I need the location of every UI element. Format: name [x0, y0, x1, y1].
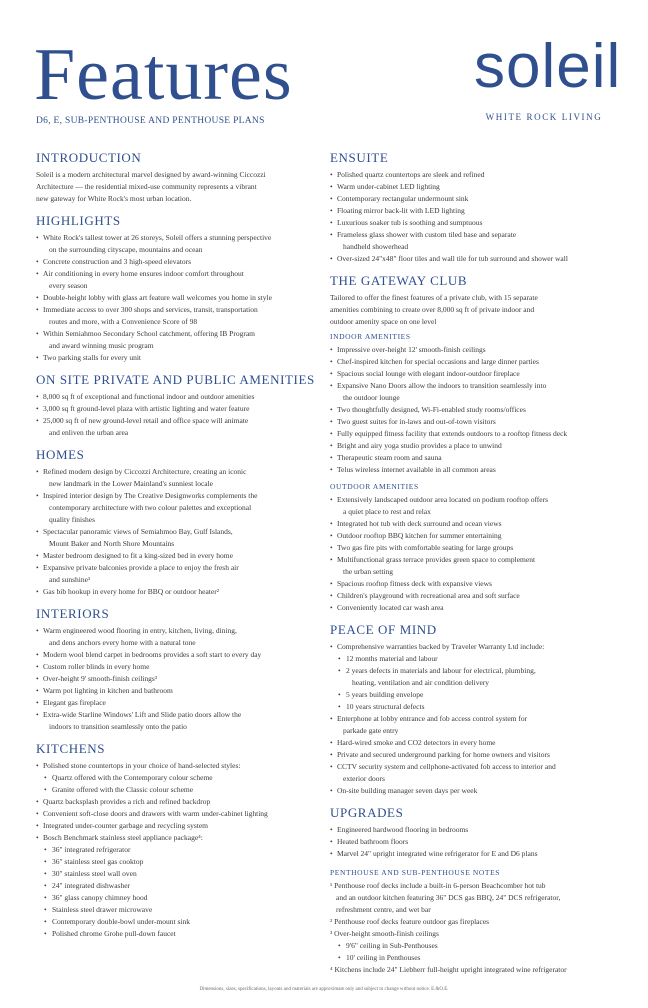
list-item-text: routes and more, with a Convenience Score of 98: [49, 317, 198, 326]
list-item-text: • Chef-inspired kitchen for special occasions and large dinner parties: [337, 357, 539, 366]
list-item-text: Mount Baker and North Shore Mountains: [49, 539, 175, 548]
list-item-text: • Inspired interior design by The Creative Designworks complements the: [43, 491, 258, 500]
list-item-text: • Floating mirror back-lit with LED lighting: [337, 206, 465, 215]
list-item: [330, 554, 612, 578]
paragraph-line: Soleil is a modern architectural marvel designed by award-winning Ciccozzi: [36, 170, 266, 179]
list-item: • Bosch Benchmark stainless steel appliance package⁴:: [36, 832, 318, 844]
list-item: [330, 368, 612, 380]
section-amenities: [36, 372, 318, 439]
list-item: [330, 205, 612, 217]
list-item-text: • Spectacular panoramic views of Semiahmoo Bay, Gulf Islands,: [43, 527, 233, 536]
list-item: [330, 380, 612, 404]
note-item: [330, 928, 612, 940]
list-item-text: a quiet place to rest and relax: [343, 507, 431, 516]
list-item-text: • 8,000 sq ft of exceptional and functional indoor and outdoor amenities: [43, 392, 255, 401]
list-item: [36, 292, 318, 304]
list-item-text: • Hard-wired smoke and CO2 detectors in every home: [337, 738, 496, 747]
list-item-text: • Integrated hot tub with deck surround and ocean views: [337, 519, 502, 528]
list-item: [330, 416, 612, 428]
list-item-text: • Over-sized 24"x48" floor tiles and wall tile for tub surround and shower wall: [337, 254, 568, 263]
list-item-text: and sunshine¹: [49, 575, 91, 584]
list-item-text: ² Penthouse roof decks feature outdoor gas fireplaces: [330, 917, 490, 926]
list-item-text: parkade gate entry: [343, 726, 399, 735]
list-item-text: • Spacious rooftop fitness deck with expansive views: [337, 579, 492, 588]
gateway-paragraph: [330, 292, 612, 328]
paragraph-line: amenities combining to create over 8,000 sq ft of private indoor and: [330, 305, 535, 314]
list-item: [330, 193, 612, 205]
section-peace-of-mind: [330, 622, 612, 797]
feature-list: [330, 344, 612, 476]
page-title: Features: [34, 34, 293, 116]
list-item-text: the urban setting: [343, 567, 393, 576]
section-heading: INTRODUCTION: [36, 150, 142, 165]
list-item: • Integrated under-counter garbage and recycling system: [36, 820, 318, 832]
list-item: • 36" integrated refrigerator: [36, 844, 318, 856]
list-item-text: and an outdoor kitchen featuring 36" DCS gas BBQ, 24" DCS refrigerator,: [336, 893, 561, 902]
list-item-text: • 5 years building envelope: [346, 690, 424, 699]
list-item-text: • Immediate access to over 300 shops and services, transit, transportation: [43, 305, 258, 314]
feature-list: [36, 232, 318, 364]
section-homes: [36, 447, 318, 598]
list-item-text: • 25,000 sq ft of new ground-level retail and office space will animate: [43, 416, 249, 425]
list-item: [330, 464, 612, 476]
list-item: • Quartz offered with the Contemporary colour scheme: [36, 772, 318, 784]
list-item: [36, 328, 318, 352]
section-heading: THE GATEWAY CLUB: [330, 273, 468, 288]
list-item: [36, 673, 318, 685]
list-item: [36, 232, 318, 256]
list-item-text: quality finishes: [49, 515, 96, 524]
list-item: [36, 403, 318, 415]
list-item: [36, 304, 318, 328]
section-ensuite: [330, 150, 612, 265]
list-item: [330, 785, 612, 797]
list-item-text: and dens anchors every home with a natural tone: [49, 638, 196, 647]
list-item-text: • Air conditioning in every home ensures indoor comfort throughout: [43, 269, 244, 278]
list-item: [330, 713, 612, 737]
list-item-text: • Spacious social lounge with elegant indoor-outdoor fireplace: [337, 369, 520, 378]
list-item: [330, 494, 612, 518]
section-heading: ENSUITE: [330, 150, 389, 165]
list-item: [330, 578, 612, 590]
list-item: • 36" stainless steel gas cooktop: [36, 856, 318, 868]
list-item-text: • On-site building manager seven days per week: [337, 786, 478, 795]
list-item-text: • Over-height 9' smooth-finish ceilings³: [43, 674, 158, 683]
list-item-text: indoors to transition seamlessly onto the patio: [49, 722, 187, 731]
list-item-text: • Extra-wide Starline Windows' Lift and Slide patio doors allow the: [43, 710, 242, 719]
section-interiors: [36, 606, 318, 733]
list-item-text: • Two guest suites for in-laws and out-of-town visitors: [337, 417, 496, 426]
list-item-text: new landmark in the Lower Mainland's sunniest locale: [49, 479, 214, 488]
list-item: [330, 181, 612, 193]
list-item: • 30" stainless steel wall oven: [36, 868, 318, 880]
list-item: [330, 518, 612, 530]
list-item: [36, 562, 318, 586]
section-heading: ON SITE PRIVATE AND PUBLIC AMENITIES: [36, 372, 315, 387]
list-item-text: • Two parking stalls for every unit: [43, 353, 141, 362]
list-item-text: the outdoor lounge: [343, 393, 400, 402]
list-item-text: • Within Semiahmoo Secondary School catchment, offering IB Program: [43, 329, 256, 338]
intro-paragraph: [36, 169, 318, 205]
feature-list: [36, 391, 318, 439]
list-item: [330, 217, 612, 229]
section-heading: UPGRADES: [330, 805, 404, 820]
list-item-text: • Therapeutic steam room and sauna: [337, 453, 442, 462]
list-item: [36, 709, 318, 733]
list-item-text: ⁴ Kitchens include 24" Liebherr full-height upright integrated wine refrigerator: [330, 965, 567, 974]
list-item-text: • Impressive over-height 12' smooth-finish ceilings: [337, 345, 486, 354]
list-item: • Stainless steel drawer microwave: [36, 904, 318, 916]
list-item-text: • 10 years structural defects: [346, 702, 425, 711]
list-item-text: ³ Over-height smooth-finish ceilings: [330, 929, 439, 938]
list-item: [330, 542, 612, 554]
list-item-text: heating, ventilation and air condition delivery: [352, 678, 490, 687]
list-item: [330, 404, 612, 416]
list-item: [330, 440, 612, 452]
feature-list: [36, 760, 318, 940]
list-item-text: • Fully equipped fitness facility that extends outdoors to a rooftop fitness deck: [337, 429, 568, 438]
list-item: [330, 737, 612, 749]
list-item: [330, 344, 612, 356]
list-item-text: • 3,000 sq ft ground-level plaza with artistic lighting and water feature: [43, 404, 250, 413]
list-item-text: • Two thoughtfully designed, Wi-Fi-enabled study rooms/offices: [337, 405, 526, 414]
list-item-text: • Marvel 24" upright integrated wine refrigerator for E and D6 plans: [337, 849, 538, 858]
list-item: [330, 428, 612, 440]
list-item-text: • Gas bib hookup in every home for BBQ or outdoor heater²: [43, 587, 219, 596]
list-item-text: • 10' ceiling in Penthouses: [346, 953, 421, 962]
section-kitchens: [36, 741, 318, 940]
list-item-text: • 9'6" ceiling in Sub-Penthouses: [346, 941, 438, 950]
list-item: [330, 253, 612, 265]
list-item-text: • CCTV security system and cellphone-activated fob access to interior and: [337, 762, 556, 771]
section-heading: HOMES: [36, 447, 85, 462]
paragraph-line: Architecture — the residential mixed-use community represents a vibrant: [36, 182, 257, 191]
list-item-text: • Elegant gas fireplace: [43, 698, 106, 707]
list-item: [330, 848, 612, 860]
list-item: [330, 356, 612, 368]
list-item: [330, 824, 612, 836]
paragraph-line: Tailored to offer the finest features of a private club, with 15 separate: [330, 293, 538, 302]
list-item-text: • Refined modern design by Ciccozzi Architecture, creating an iconic: [43, 467, 247, 476]
list-item: [330, 665, 612, 689]
feature-list: [330, 824, 612, 860]
paragraph-line: new gateway for White Rock's most urban location.: [36, 194, 192, 203]
paragraph-line: outdoor amenity space on one level: [330, 317, 437, 326]
subsection-heading: PENTHOUSE AND SUB-PENTHOUSE NOTES: [330, 868, 501, 877]
list-item: • Granite offered with the Classic colour scheme: [36, 784, 318, 796]
list-item-text: • Warm under-cabinet LED lighting: [337, 182, 440, 191]
list-item: [330, 590, 612, 602]
list-item: [330, 530, 612, 542]
feature-list: [330, 169, 612, 265]
note-item: [330, 940, 612, 952]
list-item-text: on the surrounding cityscape, mountains and ocean: [49, 245, 203, 254]
list-item: • Convenient soft-close doors and drawers with warm under-cabinet lighting: [36, 808, 318, 820]
list-item: [330, 749, 612, 761]
list-item: [330, 641, 612, 653]
list-item-text: • Two gas fire pits with comfortable seating for large groups: [337, 543, 514, 552]
list-item: [330, 761, 612, 785]
list-item-text: • White Rock's tallest tower at 26 storeys, Soleil offers a stunning perspective: [43, 233, 272, 242]
list-item-text: • Enterphone at lobby entrance and fob access control system for: [337, 714, 528, 723]
list-item: [36, 697, 318, 709]
section-notes: [330, 868, 612, 976]
list-item-text: • Heated bathroom floors: [337, 837, 409, 846]
list-item-text: • Expansive Nano Doors allow the indoors to transition seamlessly into: [337, 381, 547, 390]
list-item-text: • Multifunctional grass terrace provides green space to complement: [337, 555, 536, 564]
list-item: [36, 625, 318, 649]
list-item-text: • Conveniently located car wash area: [337, 603, 444, 612]
list-item-text: • Frameless glass shower with custom tiled base and separate: [337, 230, 517, 239]
list-item-text: • Contemporary rectangular undermount sink: [337, 194, 469, 203]
list-item-text: and enliven the urban area: [49, 428, 129, 437]
notes-list: [330, 880, 612, 976]
brand-logo: [474, 30, 622, 122]
feature-list: [330, 641, 612, 797]
section-heading: HIGHLIGHTS: [36, 213, 121, 228]
section-heading: INTERIORS: [36, 606, 110, 621]
list-item: [36, 550, 318, 562]
list-item-text: • Polished quartz countertops are sleek and refined: [337, 170, 485, 179]
list-item-text: • Luxurious soaker tub is soothing and sumptuous: [337, 218, 483, 227]
list-item: [36, 391, 318, 403]
list-item: [36, 268, 318, 292]
list-item-text: • Private and secured underground parking for home owners and visitors: [337, 750, 550, 759]
list-item-text: handheld showerhead: [343, 242, 409, 251]
note-item: [330, 880, 612, 916]
list-item-text: • 2 years defects in materials and labour for electrical, plumbing,: [346, 666, 536, 675]
list-item-text: • Warm pot lighting in kitchen and bathroom: [43, 686, 173, 695]
list-item-text: • Engineered hardwood flooring in bedrooms: [337, 825, 469, 834]
list-item-text: • Comprehensive warranties backed by Traveler Warranty Ltd include:: [337, 642, 545, 651]
list-item: • Polished chrome Grohe pull-down faucet: [36, 928, 318, 940]
left-column: [36, 150, 318, 948]
section-highlights: [36, 213, 318, 364]
note-item: [330, 952, 612, 964]
list-item: • Polished stone countertops in your choice of hand-selected styles:: [36, 760, 318, 772]
list-item-text: and award winning music program: [49, 341, 154, 350]
list-item: [330, 836, 612, 848]
list-item: [36, 661, 318, 673]
list-item-text: • Concrete construction and 3 high-speed elevators: [43, 257, 192, 266]
list-item: [330, 169, 612, 181]
list-item: [36, 415, 318, 439]
logo-tagline: WHITE ROCK LIVING: [485, 112, 603, 122]
list-item: [36, 685, 318, 697]
subsection-heading: OUTDOOR AMENITIES: [330, 482, 419, 491]
note-item: [330, 964, 612, 976]
list-item: • Quartz backsplash provides a rich and refined backdrop: [36, 796, 318, 808]
list-item: [330, 229, 612, 253]
list-item: [330, 689, 612, 701]
list-item-text: • Children's playground with recreational area and soft surface: [337, 591, 520, 600]
section-gateway-club: [330, 273, 612, 614]
list-item: [330, 602, 612, 614]
list-item-text: • Modern wool blend carpet in bedrooms provides a soft start to every day: [43, 650, 262, 659]
list-item-text: • Extensively landscaped outdoor area located on podium rooftop offers: [337, 495, 549, 504]
list-item-text: refreshment centre, and wet bar: [336, 905, 431, 914]
list-item: [330, 701, 612, 713]
list-item-text: contemporary architecture with two colour palettes and exceptional: [49, 503, 252, 512]
list-item-text: • Warm engineered wood flooring in entry, kitchen, living, dining,: [43, 626, 237, 635]
list-item-text: exterior doors: [343, 774, 385, 783]
logo-wordmark: soleil: [474, 32, 622, 101]
list-item-text: ¹ Penthouse roof decks include a built-in 6-person Beachcomber hot tub: [330, 881, 546, 890]
feature-list: [36, 625, 318, 733]
section-heading: PEACE OF MIND: [330, 622, 437, 637]
page-subtitle: D6, E, SUB-PENTHOUSE AND PENTHOUSE PLANS: [36, 116, 265, 126]
list-item-text: • Outdoor rooftop BBQ kitchen for summer entertaining: [337, 531, 502, 540]
list-item-text: • Expansive private balconies provide a place to enjoy the fresh air: [43, 563, 239, 572]
list-item: • Contemporary double-bowl under-mount sink: [36, 916, 318, 928]
list-item: [330, 452, 612, 464]
list-item-text: • Double-height lobby with glass art feature wall welcomes you home in style: [43, 293, 272, 302]
list-item: • 36" glass canopy chimney hood: [36, 892, 318, 904]
list-item: [36, 466, 318, 490]
feature-list: [36, 466, 318, 598]
section-upgrades: [330, 805, 612, 860]
list-item: [36, 352, 318, 364]
list-item-text: • Bright and airy yoga studio provides a place to unwind: [337, 441, 502, 450]
section-heading: KITCHENS: [36, 741, 106, 756]
list-item-text: • Custom roller blinds in every home: [43, 662, 150, 671]
list-item-text: • Telus wireless internet available in all common areas: [337, 465, 496, 474]
list-item: [36, 490, 318, 526]
disclaimer-footer: Dimensions, sizes, specifications, layouts and materials are approximate only and subject to change without notice. E.&O.E.: [199, 987, 449, 992]
right-column: [330, 150, 612, 984]
list-item: [36, 256, 318, 268]
subsection-heading: INDOOR AMENITIES: [330, 332, 411, 341]
list-item-text: • 12 months material and labour: [346, 654, 438, 663]
list-item: • 24" integrated dishwasher: [36, 880, 318, 892]
list-item: [36, 526, 318, 550]
section-introduction: [36, 150, 318, 205]
list-item-text: • Master bedroom designed to fit a king-sized bed in every home: [43, 551, 233, 560]
note-item: [330, 916, 612, 928]
list-item: [330, 653, 612, 665]
list-item: [36, 586, 318, 598]
list-item: [36, 649, 318, 661]
feature-list: [330, 494, 612, 614]
list-item-text: every season: [49, 281, 88, 290]
